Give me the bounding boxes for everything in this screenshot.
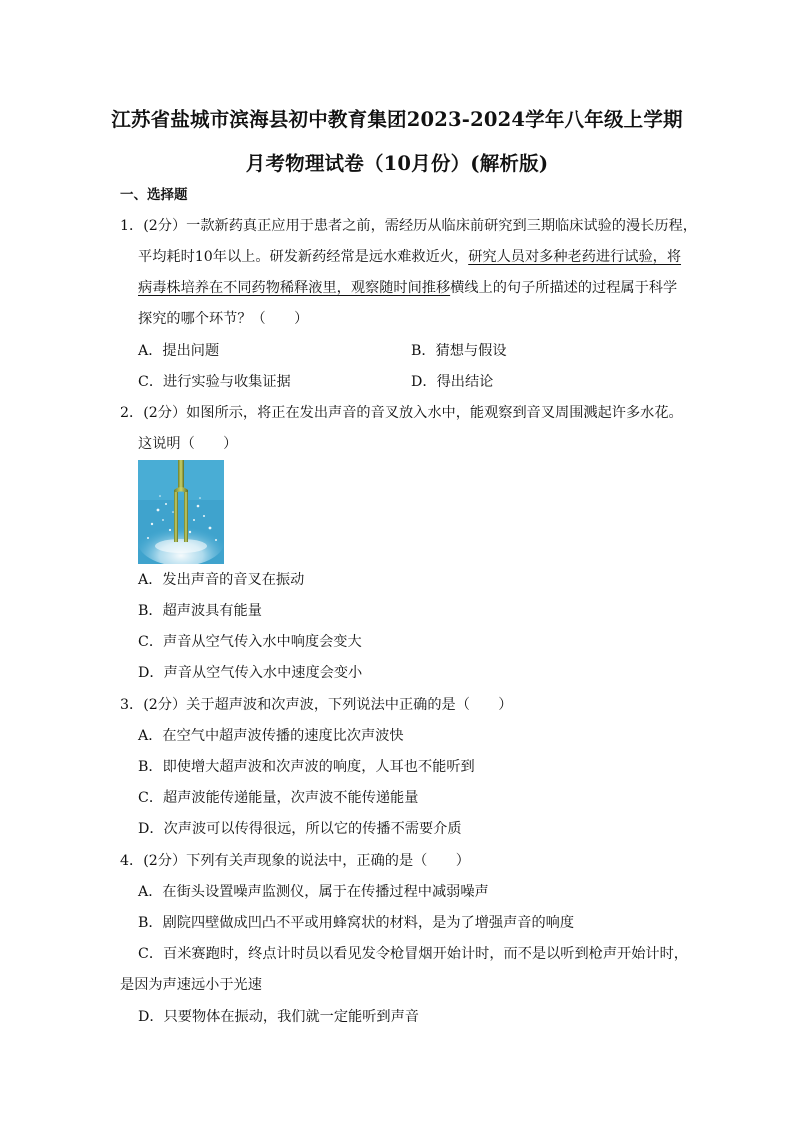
document-title-line1: 江苏省盐城市滨海县初中教育集团2023-2024学年八年级上学期 — [111, 108, 683, 131]
q2-stem-line1: 2．(2分）如图所示，将正在发出声音的音叉放入水中，能观察到音叉周围溅起许多水花。 — [120, 405, 683, 421]
q4-stem-line1: 4．(2分）下列有关声现象的说法中，正确的是（ ） — [120, 853, 470, 869]
q1-stem-line2-text: 平均耗时10年以上。研发新药经常是远水难救近火， — [138, 249, 469, 265]
q2-option-a: A．发出声音的音叉在振动 — [138, 572, 305, 588]
q3-option-d: D．次声波可以传得很远，所以它的传播不需要介质 — [138, 821, 462, 837]
q3-option-c: C．超声波能传递能量，次声波不能传递能量 — [138, 790, 419, 806]
section-heading: 一、选择题 — [120, 187, 188, 203]
q2-option-c: C．声音从空气传入水中响度会变大 — [138, 634, 362, 650]
q4-option-b: B．剧院四壁做成凹凸不平或用蜂窝状的材料，是为了增强声音的响度 — [138, 915, 575, 931]
q3-option-b: B．即使增大超声波和次声波的响度，人耳也不能听到 — [138, 759, 475, 775]
q1-option-a: A．提出问题 — [138, 343, 220, 359]
q1-stem-line3-text: 横线上的句子所描述的过程属于科学 — [450, 280, 678, 296]
q1-underlined-text-part2: 病毒株培养在不同药物稀释液里，观察随时间推移 — [138, 280, 451, 296]
q1-option-b: B．猜想与假设 — [411, 343, 507, 359]
q2-option-d: D．声音从空气传入水中速度会变小 — [138, 665, 363, 681]
q1-stem-line1: 1．(2分）一款新药真正应用于患者之前，需经历从临床前研究到三期临床试验的漫长历程， — [120, 218, 697, 234]
tuning-fork-image — [138, 460, 224, 564]
q1-option-d: D．得出结论 — [411, 374, 494, 390]
q4-option-a: A．在街头设置噪声监测仪，属于在传播过程中减弱噪声 — [138, 884, 489, 900]
q3-option-a: A．在空气中超声波传播的速度比次声波快 — [138, 728, 404, 744]
q1-underlined-text-part1: 研究人员对多种老药进行试验，将 — [468, 249, 682, 265]
q2-stem-line2: 这说明（ ） — [138, 436, 238, 452]
q3-stem-line1: 3．(2分）关于超声波和次声波，下列说法中正确的是（ ） — [120, 697, 513, 713]
q1-stem-line4: 探究的哪个环节？（ ） — [138, 311, 309, 327]
q4-option-c-line1: C．百米赛跑时，终点计时员以看见发令枪冒烟开始计时，而不是以听到枪声开始计时， — [138, 946, 688, 962]
q4-option-c-line2: 是因为声速远小于光速 — [120, 977, 262, 993]
q2-option-b: B．超声波具有能量 — [138, 603, 262, 619]
q1-stem-line2 — [138, 247, 681, 267]
q4-option-d: D．只要物体在振动，我们就一定能听到声音 — [138, 1009, 419, 1025]
q1-option-c: C．进行实验与收集证据 — [138, 374, 291, 390]
tuning-fork-splash-icon — [138, 460, 224, 564]
q1-stem-line3 — [138, 278, 677, 298]
document-title-line2: 月考物理试卷（10月份）(解析版) — [245, 152, 549, 175]
